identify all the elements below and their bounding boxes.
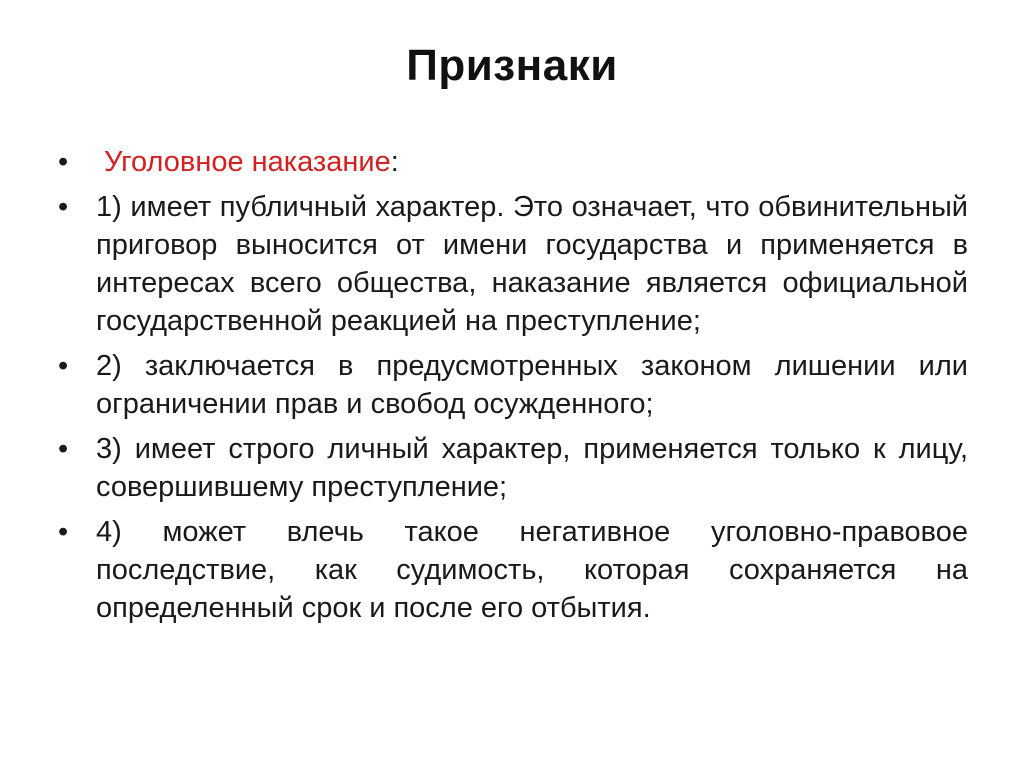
bullet-icon: •: [58, 350, 69, 382]
intro-line: [96, 146, 399, 178]
bullet-icon: •: [58, 146, 69, 178]
bullet-icon: •: [58, 433, 69, 465]
bullet-icon: •: [58, 516, 69, 548]
list-item-2-text: 2) заключается в предусмотренных законом лишении или ограничении прав и свобод осужденного;: [96, 350, 968, 420]
list-item-4-text: 4) может влечь такое негативное уголовно-правовое последствие, как судимость, которая сохраняется на определенный срок и после его отбытия.: [96, 516, 968, 624]
bullet-icon: •: [58, 191, 69, 223]
intro-accent-text: Уголовное наказание: [104, 146, 391, 178]
list-item-intro: [58, 143, 968, 181]
bullet-list: [58, 143, 968, 634]
list-item-2: [58, 347, 968, 423]
slide-title: Признаки: [406, 41, 618, 90]
intro-rest-text: :: [390, 146, 399, 178]
list-item-1-text: 1) имеет публичный характер. Это означает, что обвинительный приговор выносится от имени государства и применяется в интересах всего общества, наказание является официальной государственной реакцией на преступление;: [96, 191, 968, 337]
list-item-1: [58, 188, 968, 340]
list-item-3: [58, 430, 968, 506]
list-item-3-text: 3) имеет строго личный характер, применяется только к лицу, совершившему преступление;: [96, 433, 968, 503]
list-item-4: [58, 513, 968, 627]
